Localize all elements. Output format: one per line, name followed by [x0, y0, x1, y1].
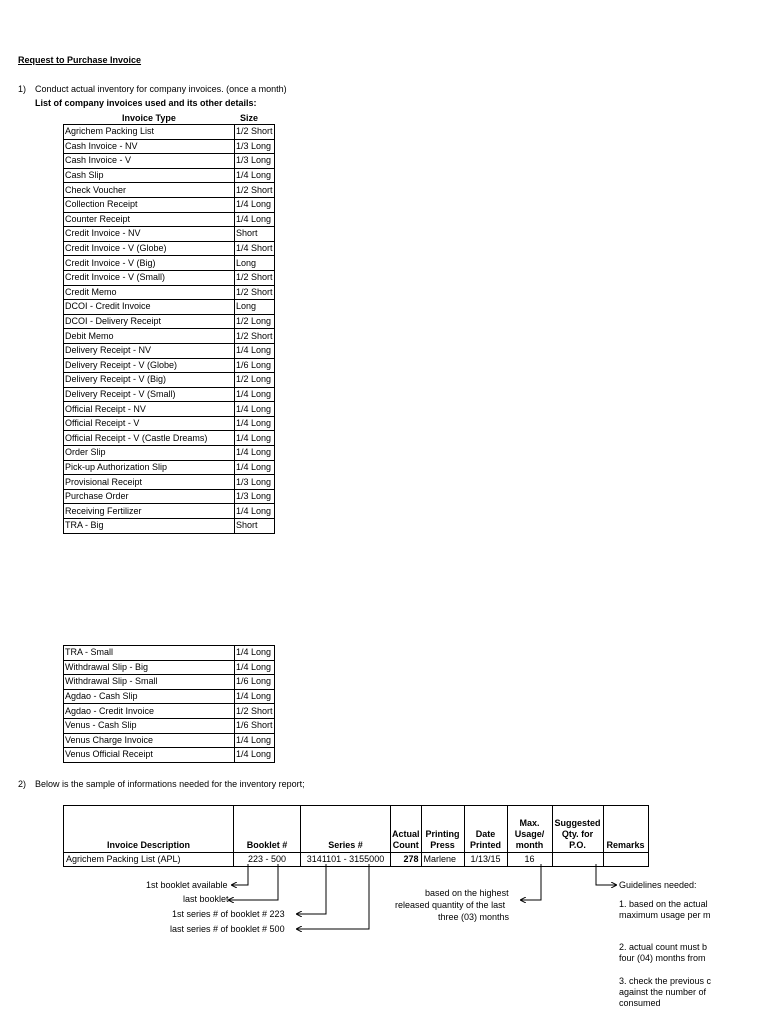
document-title: Request to Purchase Invoice: [18, 55, 142, 65]
invoice-size-cell: 1/4 Long: [235, 504, 275, 519]
invoice-type-cell: Delivery Receipt - NV: [64, 343, 235, 358]
invoice-size-cell: Long: [235, 300, 275, 315]
invoice-type-cell: TRA - Big: [64, 519, 235, 534]
invoice-size-cell: Long: [235, 256, 275, 271]
invoice-size-cell: 1/4 Long: [235, 460, 275, 475]
invoice-size-cell: 1/2 Short: [235, 183, 275, 198]
invoice-size-cell: 1/4 Long: [235, 646, 275, 661]
invoice-type-cell: Delivery Receipt - V (Small): [64, 387, 235, 402]
invoice-size-cell: 1/4 Long: [235, 748, 275, 763]
note-last-series: last series # of booklet # 500: [170, 924, 285, 934]
guideline-3c: consumed: [619, 998, 661, 1008]
invoice-type-cell: Credit Invoice - V (Small): [64, 270, 235, 285]
invoice-type-cell: Check Voucher: [64, 183, 235, 198]
invoice-size-cell: 1/6 Long: [235, 358, 275, 373]
invoice-size-cell: 1/4 Short: [235, 241, 275, 256]
invoice-type-cell: Delivery Receipt - V (Big): [64, 373, 235, 388]
invoice-size-cell: 1/6 Long: [235, 675, 275, 690]
step-1-text: Conduct actual inventory for company invoices. (once a month): [35, 84, 287, 94]
invoice-list-subtitle: List of company invoices used and its other details:: [35, 98, 257, 108]
invoice-type-cell: Debit Memo: [64, 329, 235, 344]
invoice-size-cell: 1/2 Short: [235, 270, 275, 285]
invoice-size-cell: 1/4 Long: [235, 343, 275, 358]
invoice-type-cell: Counter Receipt: [64, 212, 235, 227]
invoice-size-cell: 1/4 Long: [235, 416, 275, 431]
invoice-size-cell: 1/4 Long: [235, 387, 275, 402]
guideline-3b: against the number of: [619, 987, 707, 997]
invoice-size-cell: 1/4 Long: [235, 168, 275, 183]
guideline-2b: four (04) months from: [619, 953, 706, 963]
invoice-type-cell: Agrichem Packing List: [64, 125, 235, 140]
step-2-number: 2): [18, 779, 27, 789]
invoice-type-cell: Credit Invoice - V (Big): [64, 256, 235, 271]
invoice-size-cell: 1/4 Long: [235, 212, 275, 227]
header-date-printed: Date Printed: [464, 806, 507, 853]
invoice-type-cell: Official Receipt - V: [64, 416, 235, 431]
invoice-size-cell: 1/4 Long: [235, 446, 275, 461]
invoice-size-cell: 1/4 Long: [235, 660, 275, 675]
invoice-type-cell: Cash Slip: [64, 168, 235, 183]
note-first-booklet: 1st booklet available: [146, 880, 228, 890]
cell-max-usage: 16: [507, 853, 552, 867]
step-1-number: 1): [18, 84, 27, 94]
invoice-size-cell: 1/4 Long: [235, 402, 275, 417]
note-max-usage-2: released quantity of the last: [395, 900, 506, 910]
arrow-max-usage: [521, 864, 541, 900]
invoice-size-cell: 1/4 Long: [235, 197, 275, 212]
guideline-3a: 3. check the previous c: [619, 976, 712, 986]
invoice-type-cell: DCOI - Credit Invoice: [64, 300, 235, 315]
invoice-size-cell: 1/2 Short: [235, 285, 275, 300]
note-first-series: 1st series # of booklet # 223: [172, 909, 285, 919]
cell-actual-count: 278: [391, 853, 422, 867]
invoice-size-cell: Short: [235, 519, 275, 534]
invoice-type-cell: Agdao - Cash Slip: [64, 689, 235, 704]
header-suggested-qty: Suggested Qty. for P.O.: [552, 806, 603, 853]
invoice-size-cell: Short: [235, 227, 275, 242]
header-invoice-description: Invoice Description: [64, 806, 234, 853]
invoice-type-cell: Pick-up Authorization Slip: [64, 460, 235, 475]
invoice-type-header: Invoice Type: [122, 113, 176, 123]
invoice-type-cell: Delivery Receipt - V (Globe): [64, 358, 235, 373]
invoice-type-cell: Withdrawal Slip - Small: [64, 675, 235, 690]
invoice-type-cell: Venus Official Receipt: [64, 748, 235, 763]
note-max-usage-1: based on the highest: [425, 888, 509, 898]
invoice-type-cell: TRA - Small: [64, 646, 235, 661]
invoice-type-cell: Cash Invoice - V: [64, 154, 235, 169]
invoice-size-cell: 1/2 Long: [235, 373, 275, 388]
invoice-size-cell: 1/2 Long: [235, 314, 275, 329]
guideline-2a: 2. actual count must b: [619, 942, 708, 952]
note-guidelines: Guidelines needed:: [619, 880, 697, 890]
arrow-last-booklet: [229, 864, 278, 900]
invoice-size-cell: 1/3 Long: [235, 475, 275, 490]
invoice-type-cell: Credit Memo: [64, 285, 235, 300]
invoice-size-cell: 1/2 Short: [235, 329, 275, 344]
cell-booklet: 223 - 500: [234, 853, 301, 867]
header-max-usage: Max. Usage/ month: [507, 806, 552, 853]
invoice-type-cell: Provisional Receipt: [64, 475, 235, 490]
invoice-size-cell: 1/4 Long: [235, 733, 275, 748]
invoice-type-cell: Collection Receipt: [64, 197, 235, 212]
invoice-size-cell: 1/4 Long: [235, 431, 275, 446]
cell-series: 3141101 - 3155000: [301, 853, 391, 867]
invoice-type-cell: Credit Invoice - V (Globe): [64, 241, 235, 256]
arrow-first-series: [297, 864, 326, 914]
invoice-size-cell: 1/4 Long: [235, 689, 275, 704]
arrow-guidelines: [596, 864, 616, 885]
invoice-type-cell: Order Slip: [64, 446, 235, 461]
invoice-type-cell: Official Receipt - NV: [64, 402, 235, 417]
guideline-1b: maximum usage per m: [619, 910, 711, 920]
invoice-type-cell: Withdrawal Slip - Big: [64, 660, 235, 675]
invoice-size-cell: 1/3 Long: [235, 489, 275, 504]
step-2-text: Below is the sample of informations needed for the inventory report;: [35, 779, 305, 789]
invoice-type-cell: Cash Invoice - NV: [64, 139, 235, 154]
note-max-usage-3: three (03) months: [438, 912, 510, 922]
invoice-type-cell: Official Receipt - V (Castle Dreams): [64, 431, 235, 446]
header-booklet: Booklet #: [234, 806, 301, 853]
guideline-1a: 1. based on the actual: [619, 899, 708, 909]
invoice-type-cell: Credit Invoice - NV: [64, 227, 235, 242]
cell-date-printed: 1/13/15: [464, 853, 507, 867]
invoice-size-cell: 1/2 Short: [235, 125, 275, 140]
arrow-first-booklet: [232, 864, 248, 885]
size-header: Size: [240, 113, 259, 123]
header-actual-count: Actual Count: [391, 806, 422, 853]
invoice-size-cell: 1/3 Long: [235, 154, 275, 169]
invoice-size-cell: 1/6 Short: [235, 718, 275, 733]
invoice-type-cell: DCOI - Delivery Receipt: [64, 314, 235, 329]
header-remarks: Remarks: [603, 806, 648, 853]
invoice-size-cell: 1/2 Short: [235, 704, 275, 719]
invoice-type-cell: Receiving Fertilizer: [64, 504, 235, 519]
note-last-booklet: last booklet: [183, 894, 229, 904]
invoice-size-cell: 1/3 Long: [235, 139, 275, 154]
invoice-type-cell: Venus - Cash Slip: [64, 718, 235, 733]
header-printing-press: Printing Press: [421, 806, 464, 853]
header-series: Series #: [301, 806, 391, 853]
arrow-last-series: [297, 864, 369, 929]
invoice-type-cell: Venus Charge Invoice: [64, 733, 235, 748]
cell-description: Agrichem Packing List (APL): [64, 853, 234, 867]
cell-printing-press: Marlene: [421, 853, 464, 867]
invoice-type-cell: Purchase Order: [64, 489, 235, 504]
invoice-type-cell: Agdao - Credit Invoice: [64, 704, 235, 719]
